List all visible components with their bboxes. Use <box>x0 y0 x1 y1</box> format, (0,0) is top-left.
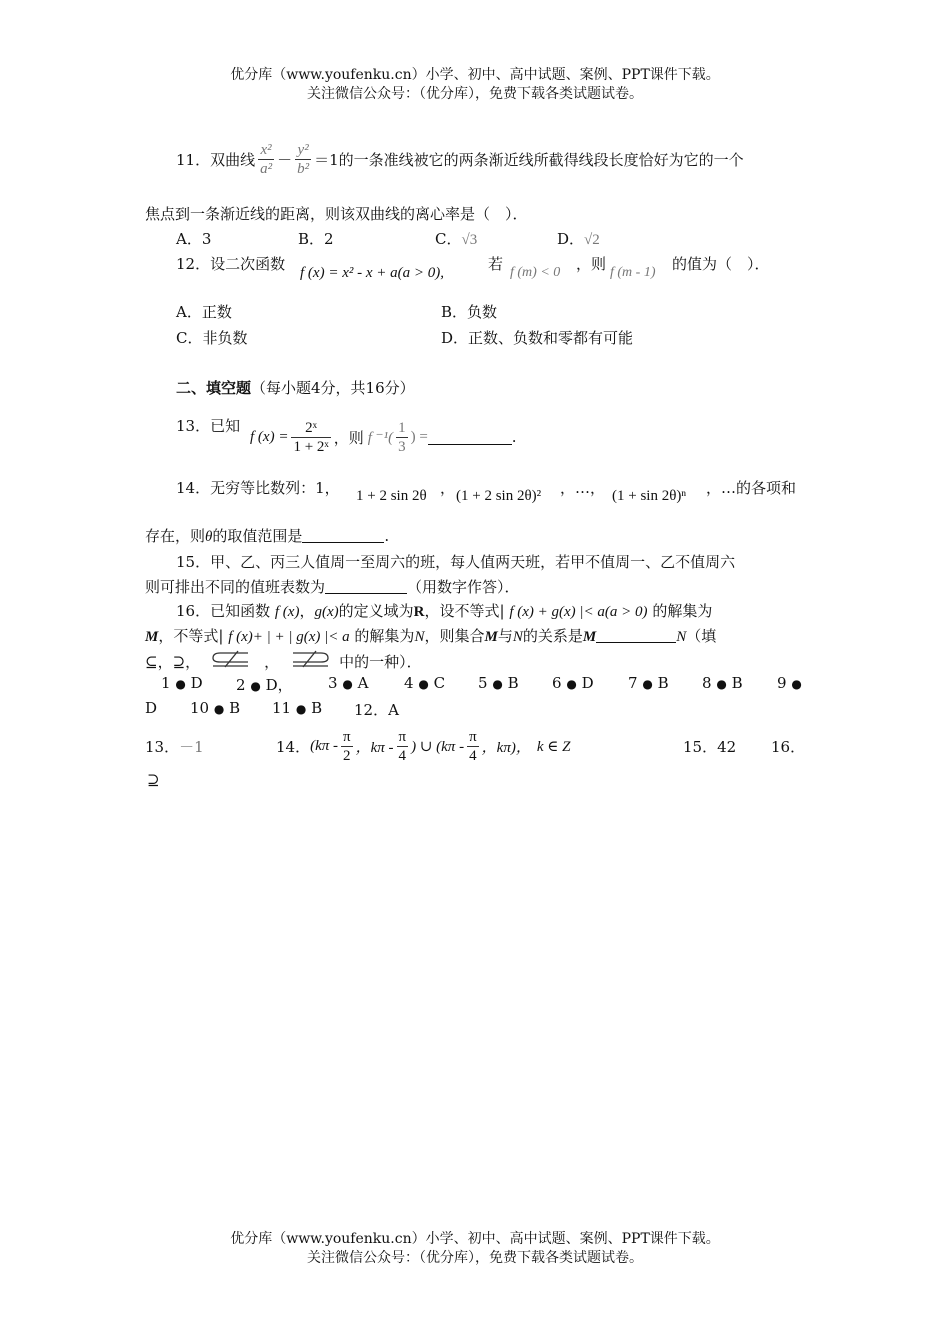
question-16-line-2 <box>145 625 716 646</box>
a14-f3-num: π <box>469 728 477 745</box>
q12-if-word: 若 <box>488 255 504 273</box>
question-11-line-1 <box>176 132 744 186</box>
q16-line-2-c: ，则集合 <box>424 627 485 645</box>
q12-function: f (x) = x² - x + a(a > 0), <box>300 265 444 281</box>
answer-14 <box>276 722 570 770</box>
q14-term-2: 1 + 2 sin 2θ <box>356 488 427 504</box>
q11-option-d-label: D． <box>557 230 585 248</box>
bullet-icon: ● <box>213 702 225 716</box>
q15-line-2-a: 则可排出不同的值班表数为 <box>145 578 326 596</box>
q12-option-d: D．正数、负数和零都有可能 <box>441 329 634 347</box>
q12-tail: 的值为（ ）． <box>672 255 770 273</box>
answer-16-label: 16． <box>771 738 806 756</box>
bullet-icon: ● <box>175 677 186 691</box>
answer-val: D， <box>265 676 293 694</box>
q13-fraction <box>291 419 330 456</box>
question-16-line-1 <box>176 600 712 621</box>
answer-val: B <box>657 674 669 692</box>
answer-1 <box>161 674 203 692</box>
q16-line-3-b: ， <box>264 652 280 671</box>
q14-line-2-a: 存在，则 <box>145 527 206 545</box>
bullet-icon: ● <box>250 679 261 693</box>
answer-val: C <box>433 674 446 692</box>
bullet-icon: ● <box>642 677 653 691</box>
answer-num: 9 <box>777 674 787 692</box>
a14-f2-den: 4 <box>398 747 407 764</box>
answer-9 <box>777 674 802 692</box>
q16-gx: g(x) <box>314 604 339 620</box>
section-2-title: 二、填空题 <box>176 379 252 397</box>
answer-val: B <box>507 674 519 692</box>
q11-frac1-den: a² <box>260 160 273 177</box>
answer-14-frac-1 <box>341 728 353 765</box>
q12-option-b: B．负数 <box>441 303 498 321</box>
answer-14-frac-3 <box>467 728 479 765</box>
q14-sep-1: ， <box>440 479 456 497</box>
bullet-icon: ● <box>418 677 429 691</box>
bullet-icon: ● <box>566 677 577 691</box>
answer-num: 3 <box>328 674 338 692</box>
q14-line-2-b: 的取值范围是 <box>212 527 303 545</box>
answer-15: 15．42 <box>683 738 737 756</box>
q11-option-c-value: √3 <box>461 232 478 248</box>
a14-f2-num: π <box>398 728 407 745</box>
q16-comma: ， <box>299 602 315 620</box>
q16-N-3: N <box>676 629 687 645</box>
q13-then-word: ，则 <box>333 428 364 447</box>
answer-6 <box>552 674 594 692</box>
q14-sep-2: ，…， <box>560 479 606 497</box>
answer-10 <box>190 699 240 717</box>
q16-line-1-b: 的定义域为 <box>338 602 414 620</box>
answer-num: 8 <box>702 674 712 692</box>
answer-14-e: k ∈ Z <box>536 738 571 755</box>
q13-lhs: f (x) = <box>250 428 289 445</box>
q16-line-1-c: ，设不等式| <box>424 602 505 620</box>
question-16-line-3 <box>145 650 422 672</box>
answer-2 <box>236 674 293 695</box>
answer-num: 10 <box>190 699 210 717</box>
q16-M-3: M <box>582 629 597 645</box>
q13-inv-den: 3 <box>398 438 406 455</box>
q13-inverse-close: ) = <box>410 428 428 445</box>
q16-line-2-e: 的关系是 <box>522 627 583 645</box>
q16-line-3-a: ⊆，⊇， <box>145 652 201 671</box>
a14-f3-den: 4 <box>469 747 477 764</box>
a14-f1-den: 2 <box>343 747 351 764</box>
answer-14-c: ) ∪ (kπ - <box>411 738 465 755</box>
q15-line-2-b: （用数字作答）． <box>407 578 520 596</box>
footer-line-2: 关注微信公众号：（优分库），免费下载各类试题试卷。 <box>307 1250 643 1266</box>
question-12-number: 12．设二次函数 <box>176 255 286 273</box>
bullet-icon: ● <box>342 677 353 691</box>
section-2-note: （每小题4分，共16分） <box>251 379 415 397</box>
q16-line-2-f: （填 <box>686 627 717 645</box>
bullet-icon: ● <box>295 702 307 716</box>
answer-num: 7 <box>628 674 638 692</box>
q14-term-3: (1 + 2 sin 2θ)² <box>456 488 542 504</box>
q16-M-1: M <box>145 629 159 645</box>
q16-N-2: N <box>512 629 523 645</box>
q11-option-c <box>435 228 477 249</box>
q11-option-b: B．2 <box>298 230 334 248</box>
q11-fraction-x <box>258 141 274 178</box>
q13-formula <box>250 412 517 462</box>
q16-line-2-a: ，不等式| <box>158 627 224 645</box>
answer-val: B <box>311 699 323 717</box>
answer-14-b: ，kπ - <box>355 739 394 756</box>
q16-line-1-a: 16．已知函数 <box>176 602 271 620</box>
question-11-line-2: 焦点到一条渐近线的距离，则该双曲线的离心率是（ ）． <box>145 205 528 223</box>
bullet-icon: ● <box>492 677 503 691</box>
q13-inverse-fraction <box>396 419 408 456</box>
q11-number: 11．双曲线 <box>176 150 256 169</box>
q16-R: R <box>413 604 425 620</box>
q14-theta: θ <box>205 529 213 545</box>
answer-12: 12．A <box>354 701 399 719</box>
header-line-1: 优分库（www.youfenku.cn）小学、初中、高中试题、案例、PPT课件下载。 <box>230 67 720 83</box>
q11-frac2-num: y² <box>297 141 309 158</box>
q16-inequality-2: f (x)+ | + | g(x) |< a <box>228 629 350 645</box>
answer-9-value: D <box>145 699 158 717</box>
q16-line-1-d: 的解集为 <box>652 602 713 620</box>
q11-frac1-num: x² <box>260 141 272 158</box>
q13-frac-num: 2ˣ <box>305 419 317 436</box>
answer-16-value: ⊇ <box>147 771 160 789</box>
answer-13 <box>145 736 204 757</box>
q12-option-c: C．非负数 <box>176 329 248 347</box>
answer-7 <box>628 674 669 692</box>
not-proper-superset-icon <box>285 650 333 668</box>
header-line-2: 关注微信公众号：（优分库），免费下载各类试题试卷。 <box>307 86 643 102</box>
q14-tail: ，…的各项和 <box>706 479 797 497</box>
answer-3 <box>328 674 368 692</box>
bullet-icon: ● <box>791 677 802 691</box>
bullet-icon: ● <box>716 677 727 691</box>
q13-inv-num: 1 <box>398 419 406 436</box>
answer-13-value: －1 <box>179 738 204 756</box>
answer-8 <box>702 674 743 692</box>
q11-option-c-label: C． <box>435 230 462 248</box>
not-proper-subset-icon <box>208 650 256 668</box>
answer-13-label: 13． <box>145 738 180 756</box>
answer-val: D <box>190 674 203 692</box>
q11-frac2-den: b² <box>297 160 310 177</box>
question-13-number: 13．已知 <box>176 417 241 435</box>
q11-option-a: A．3 <box>176 230 212 248</box>
q11-text-end: ＝1的一条准线被它的两条渐近线所截得线段长度恰好为它的一个 <box>314 150 744 169</box>
q16-N-1: N <box>414 629 425 645</box>
answer-num: 5 <box>478 674 488 692</box>
q11-fraction-y <box>295 141 311 178</box>
q14-term-4: (1 + sin 2θ)ⁿ <box>612 488 687 504</box>
q16-line-2-d: 与 <box>497 627 513 645</box>
answer-num: 6 <box>552 674 562 692</box>
q13-end: . <box>511 428 517 446</box>
answer-val: A <box>357 674 369 692</box>
q16-answer-blank <box>596 628 676 643</box>
footer-line-1: 优分库（www.youfenku.cn）小学、初中、高中试题、案例、PPT课件下载。 <box>230 1231 720 1247</box>
question-15-line-2 <box>145 576 520 597</box>
q14-end: . <box>384 527 390 545</box>
answer-num: 11 <box>272 699 292 717</box>
q12-condition: f (m) < 0 <box>510 265 561 280</box>
not-subset-symbol <box>200 650 264 672</box>
answer-14-d: ，kπ)， <box>481 739 531 756</box>
q13-frac-den: 1 + 2ˣ <box>293 438 329 455</box>
answer-num: 2 <box>236 676 246 694</box>
answer-num: 1 <box>161 674 171 692</box>
answer-14-label: 14． <box>276 737 311 756</box>
question-15-line-1: 15．甲、乙、丙三人值周一至周六的班，每人值两天班，若甲不值周一、乙不值周六 <box>176 553 736 571</box>
not-superset-symbol <box>279 650 339 672</box>
q14-answer-blank <box>302 528 384 543</box>
a14-f1-num: π <box>343 728 351 745</box>
answer-4 <box>404 674 445 692</box>
q13-inverse: f ⁻¹( <box>367 429 394 446</box>
q16-M-2: M <box>484 629 498 645</box>
q16-fx: f (x) <box>274 604 300 620</box>
answer-5 <box>478 674 519 692</box>
q13-answer-blank <box>428 430 512 445</box>
q11-option-d <box>557 228 600 249</box>
answer-14-frac-2 <box>397 728 409 765</box>
q16-line-3-c: 中的一种）． <box>339 652 422 671</box>
q12-expression: f (m - 1) <box>610 265 656 280</box>
answer-14-a: (kπ - <box>310 737 339 754</box>
question-14-number: 14．无穷等比数列：1， <box>176 479 340 497</box>
q14-line-2 <box>145 525 389 546</box>
q16-inequality-1: f (x) + g(x) |< a(a > 0) <box>509 604 648 620</box>
section-2-heading <box>176 377 415 398</box>
answer-num: 4 <box>404 674 414 692</box>
answer-11 <box>272 699 322 717</box>
q12-option-a: A．正数 <box>176 303 232 321</box>
answer-val: B <box>229 699 241 717</box>
answer-val: D <box>581 674 594 692</box>
answer-val: B <box>731 674 743 692</box>
q12-then-word: ，则 <box>576 255 607 273</box>
q15-answer-blank <box>325 579 407 594</box>
q16-line-2-b: 的解集为 <box>354 627 415 645</box>
q11-minus: － <box>277 150 293 169</box>
q11-option-d-value: √2 <box>584 232 600 248</box>
